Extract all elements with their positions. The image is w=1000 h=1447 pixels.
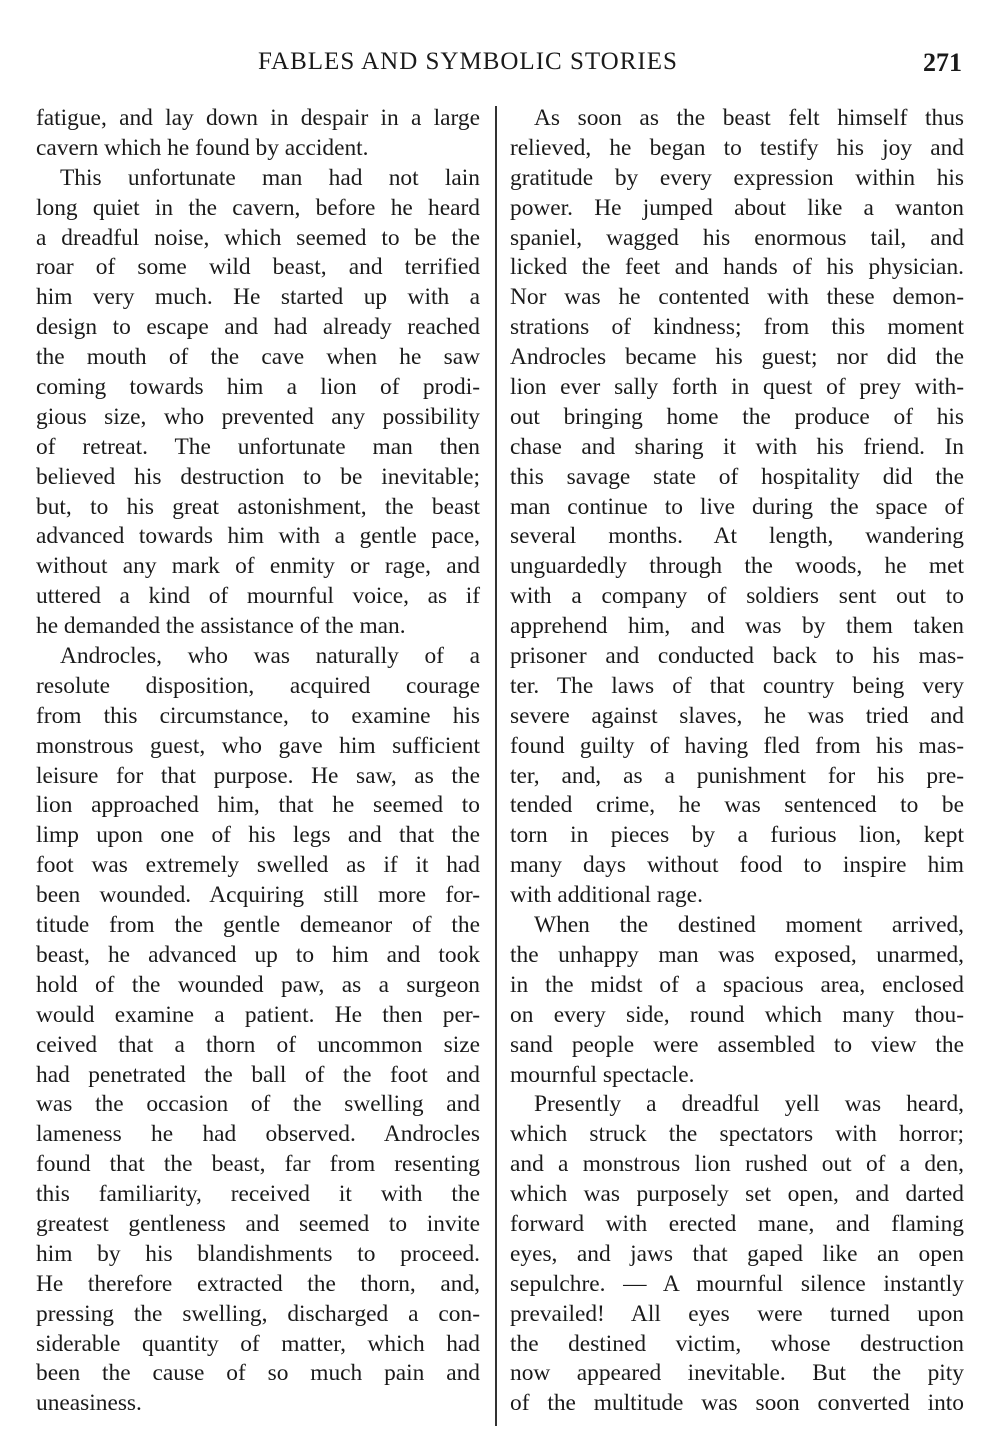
text-line: on every side, round which many thou- [510,1001,964,1028]
text-line: lion ever sally forth in quest of prey with- [510,374,964,401]
text-line: prisoner and conducted back to his mas- [510,643,964,670]
text-line: unguardedly through the woods, he met [510,553,964,580]
text-line: ter. The laws of that country being very [510,672,964,699]
text-line: Androcles, who was naturally of a [60,643,480,670]
text-line: with a company of soldiers sent out to [510,583,964,610]
text-line: hold of the wounded paw, as a surgeon [36,971,480,998]
text-line: now appeared inevitable. But the pity [510,1360,964,1387]
text-line: When the destined moment arrived, [534,912,964,939]
text-line: ter, and, as a punishment for his pre- [510,762,964,789]
text-line: from this circumstance, to examine his [36,702,480,729]
text-line: he demanded the assistance of the man. [36,613,406,640]
text-line: As soon as the beast felt himself thus [534,105,964,131]
text-line: sepulchre. — A mournful silence instantly [510,1270,964,1297]
column-divider [495,106,497,1426]
text-line: had penetrated the ball of the foot and [36,1061,480,1088]
text-line: beast, he advanced up to him and took [36,941,480,968]
text-line: resolute disposition, acquired courage [36,672,480,699]
text-line: the unhappy man was exposed, unarmed, [510,941,964,968]
text-line: limp upon one of his legs and that the [36,822,480,849]
text-line: leisure for that purpose. He saw, as the [36,762,480,789]
text-line: chase and sharing it with his friend. In [510,433,964,460]
text-line: would examine a patient. He then per- [36,1001,480,1028]
text-line: apprehend him, and was by them taken [510,613,964,640]
left-column [36,104,480,1419]
text-line: sand people were assembled to view the [510,1031,964,1058]
text-line: spaniel, wagged his enormous tail, and [510,224,964,251]
text-line: roar of some wild beast, and terrified [36,254,480,281]
text-line: fatigue, and lay down in despair in a large [36,105,480,131]
text-line: foot was extremely swelled as if it had [36,852,480,879]
text-line: been the cause of so much pain and [36,1360,480,1387]
text-line: a dreadful noise, which seemed to be the [36,224,480,251]
text-line: monstrous guest, who gave him sufficient [36,732,480,759]
text-line: licked the feet and hands of his physician. [510,254,964,281]
text-line: forward with erected mane, and flaming [510,1210,964,1237]
text-line: of the multitude was soon converted into [510,1390,964,1417]
text-line: long quiet in the cavern, before he heard [36,194,480,221]
text-line: advanced towards him with a gentle pace, [36,523,480,550]
text-line: the mouth of the cave when he saw [36,344,480,371]
text-line: found guilty of having fled from his mas- [510,732,964,759]
text-line: which struck the spectators with horror; [510,1121,964,1148]
text-line: found that the beast, far from resenting [36,1151,480,1178]
text-line: uneasiness. [36,1390,142,1417]
text-line: ceived that a thorn of uncommon size [36,1031,480,1058]
text-line: design to escape and had already reached [36,314,480,341]
right-column [510,104,964,1419]
text-line: Nor was he contented with these demon- [510,284,964,311]
text-line: Androcles became his guest; nor did the [510,344,964,371]
text-line: severe against slaves, he was tried and [510,702,964,729]
text-line: gratitude by every expression within his [510,164,964,191]
text-line: without any mark of enmity or rage, and [36,553,480,580]
text-line: tended crime, he was sentenced to be [510,792,964,819]
text-line: Presently a dreadful yell was heard, [534,1091,964,1118]
text-line: siderable quantity of matter, which had [36,1330,480,1357]
text-line: and a monstrous lion rushed out of a den, [510,1151,964,1178]
text-line: was the occasion of the swelling and [36,1091,480,1118]
text-line: believed his destruction to be inevitable; [36,463,480,490]
text-line: which was purposely set open, and darted [510,1181,964,1208]
page-number: 271 [923,48,962,77]
text-line: the destined victim, whose destruction [510,1330,964,1357]
text-line: been wounded. Acquiring still more for- [36,882,480,909]
text-line: this savage state of hospitality did the [510,463,964,490]
text-line: pressing the swelling, discharged a con- [36,1300,480,1327]
text-line: coming towards him a lion of prodi- [36,374,480,401]
text-line: him by his blandishments to proceed. [36,1240,480,1267]
text-line: eyes, and jaws that gaped like an open [510,1240,964,1267]
text-line: lion approached him, that he seemed to [36,792,480,819]
text-line: titude from the gentle demeanor of the [36,912,480,939]
text-line: prevailed! All eyes were turned upon [510,1300,964,1327]
text-line: relieved, he began to testify his joy and [510,134,964,161]
text-line: uttered a kind of mournful voice, as if [36,583,480,610]
text-line: This unfortunate man had not lain [60,164,480,191]
text-line: man continue to live during the space of [510,493,964,520]
text-line: power. He jumped about like a wanton [510,194,964,221]
text-line: him very much. He started up with a [36,284,480,311]
text-line: of retreat. The unfortunate man then [36,433,480,460]
text-line: several months. At length, wandering [510,523,964,550]
text-line: greatest gentleness and seemed to invite [36,1210,480,1237]
text-line: torn in pieces by a furious lion, kept [510,822,964,849]
text-line: He therefore extracted the thorn, and, [36,1270,480,1297]
text-line: out bringing home the produce of his [510,403,964,430]
running-title: FABLES AND SYMBOLIC STORIES [258,48,678,75]
text-line: many days without food to inspire him [510,852,964,879]
text-line: lameness he had observed. Androcles [36,1121,480,1148]
page-header [0,48,1000,82]
text-line: cavern which he found by accident. [36,134,369,161]
text-line: with additional rage. [510,882,703,909]
text-line: gious size, who prevented any possibility [36,403,480,430]
text-line: mournful spectacle. [510,1061,695,1088]
text-line: this familiarity, received it with the [36,1181,480,1208]
text-line: strations of kindness; from this moment [510,314,964,341]
text-line: but, to his great astonishment, the beast [36,493,480,520]
text-line: in the midst of a spacious area, enclosed [510,971,964,998]
